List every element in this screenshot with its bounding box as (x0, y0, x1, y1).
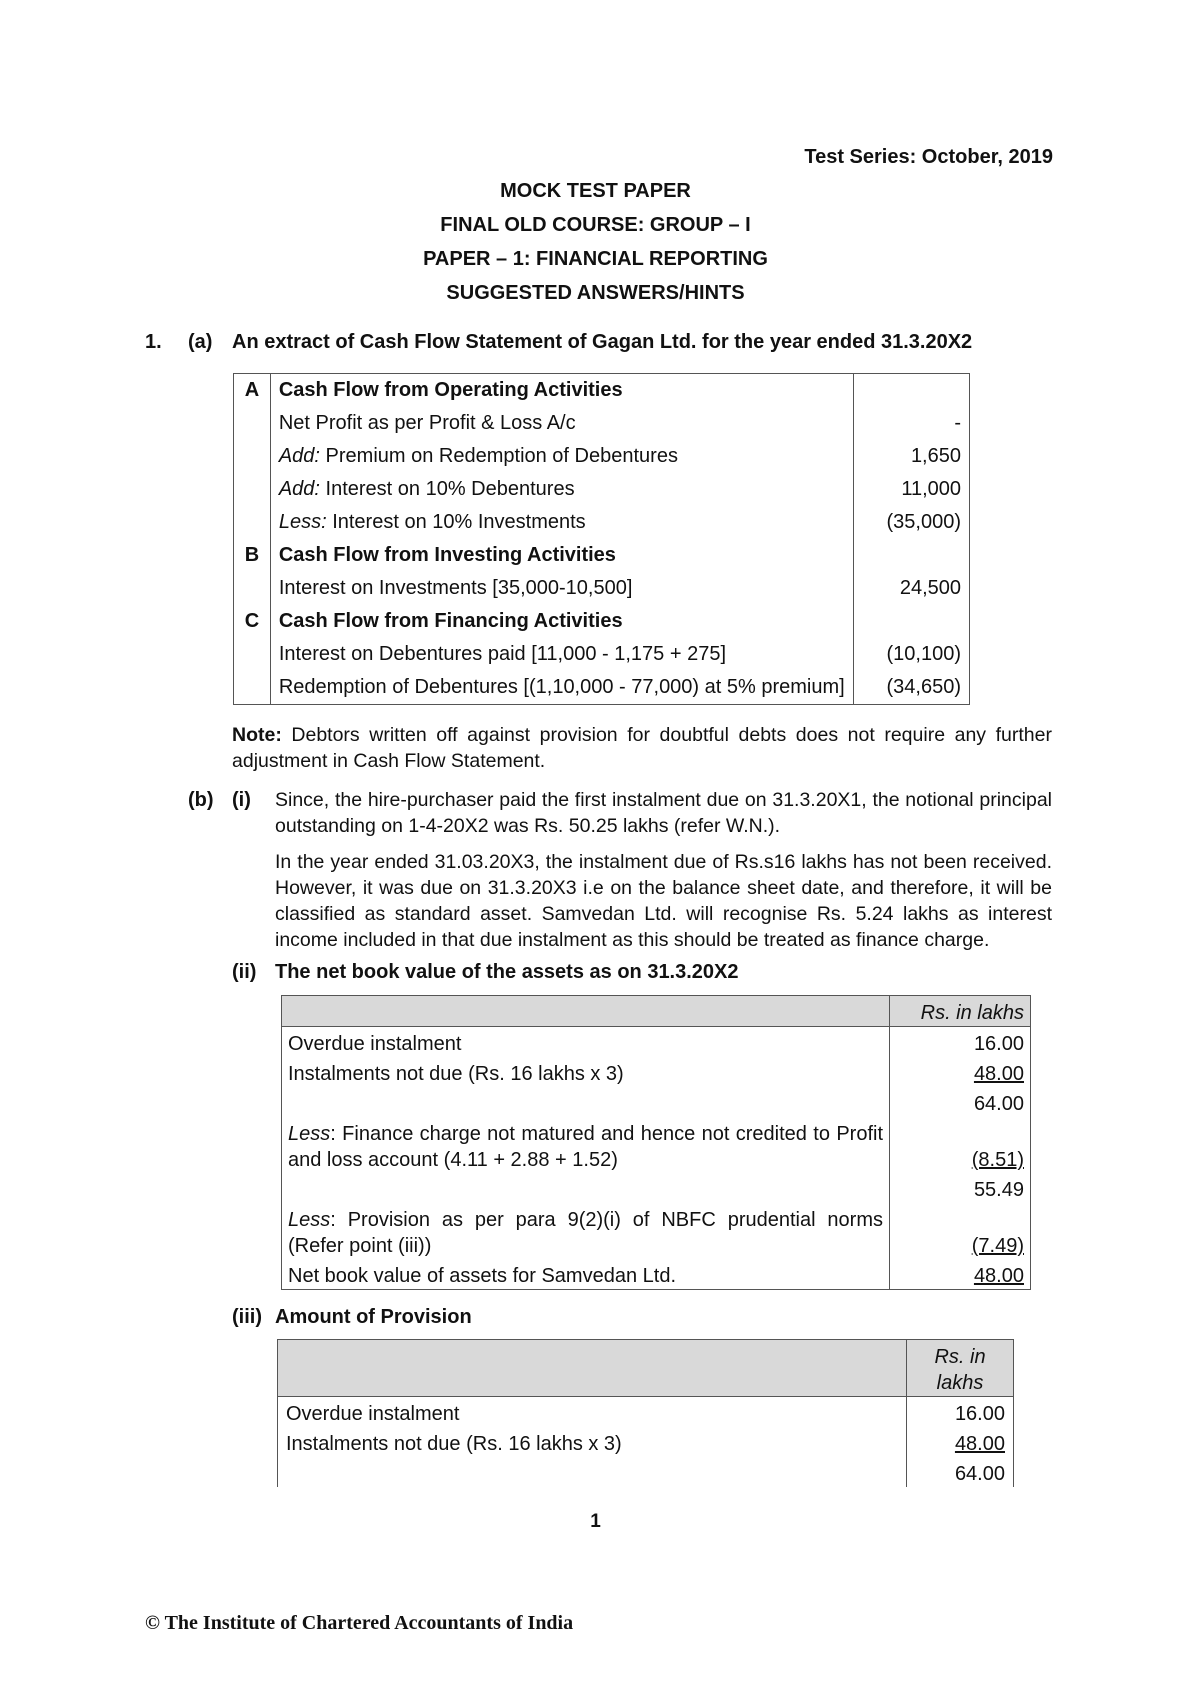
sub-i-paragraph-1: Since, the hire-purchaser paid the first instalment due on 31.3.20X1, the notional principal outstanding on 1-4-20X2 was Rs. 50.25 lakhs (refer W.N.). (275, 789, 1052, 837)
row-description: Redemption of Debentures [(1,10,000 - 77,000) at 5% premium] (270, 671, 853, 705)
cash-flow-table (233, 373, 970, 705)
part-a-label: (a) (188, 331, 213, 353)
row-amount (853, 374, 969, 408)
section-letter (234, 671, 271, 705)
section-letter (234, 506, 271, 539)
table-row: Less: Provision as per para 9(2)(i) of NBFC prudential norms (Refer point (iii)) (7.49) (282, 1203, 1031, 1259)
row-amount: 11,000 (901, 478, 961, 500)
row-amount (853, 605, 969, 638)
provision-table (277, 1339, 1014, 1487)
row-amount: (34,650) (886, 676, 961, 698)
sub-ii-heading: The net book value of the assets as on 31.3.20X2 (275, 961, 739, 983)
row-amount: - (954, 412, 961, 434)
table-row: Overdue instalment 16.00 (282, 1027, 1031, 1058)
table-row: Overdue instalment 16.00 (278, 1397, 1014, 1428)
row-amount (853, 539, 969, 572)
row-description: Interest on Debentures paid [11,000 - 1,175 + 275] (270, 638, 853, 671)
table-row (234, 374, 970, 408)
table-row (234, 605, 970, 638)
row-amount: 1,650 (910, 445, 961, 467)
row-amount: 24,500 (899, 577, 961, 599)
table-row: Less: Finance charge not matured and hence not credited to Profit and loss account (4.11 + 2.88 + 1.52) (8.51) (282, 1117, 1031, 1173)
section-letter (234, 473, 271, 506)
note-label: Note: (232, 724, 282, 746)
unit-label: Rs. in lakhs (890, 996, 1031, 1027)
row-description: Cash Flow from Investing Activities (270, 539, 853, 572)
row-amount: (10,100) (886, 643, 961, 665)
row-description: Interest on Investments [35,000-10,500] (270, 572, 853, 605)
table-row (234, 440, 970, 473)
table-row: 55.49 (282, 1173, 1031, 1203)
row-description: Net Profit as per Profit & Loss A/c (270, 407, 853, 440)
table-row: Instalments not due (Rs. 16 lakhs x 3) 48.00 (278, 1427, 1014, 1457)
section-letter: C (234, 605, 271, 638)
section-letter: A (234, 374, 271, 408)
page-number: 1 (590, 1511, 601, 1532)
table-header-row (278, 1340, 1014, 1397)
sub-iii-label: (iii) (232, 1306, 262, 1328)
table-header-row (282, 996, 1031, 1027)
table-row: 64.00 (278, 1457, 1014, 1487)
table-row (234, 407, 970, 440)
question-number: 1. (145, 331, 162, 353)
table-row: 64.00 (282, 1087, 1031, 1117)
sub-iii-heading: Amount of Provision (275, 1306, 472, 1328)
table-row (234, 671, 970, 705)
table-row (234, 539, 970, 572)
sub-i-label: (i) (232, 789, 251, 811)
copyright-footer: © The Institute of Chartered Accountants of India (145, 1612, 574, 1634)
title-paper: PAPER – 1: FINANCIAL REPORTING (423, 248, 768, 270)
sub-ii-label: (ii) (232, 961, 257, 983)
row-description: Add: Premium on Redemption of Debentures (270, 440, 853, 473)
title-suggested: SUGGESTED ANSWERS/HINTS (446, 282, 745, 304)
test-series-label: Test Series: October, 2019 (804, 146, 1053, 168)
row-description: Cash Flow from Financing Activities (270, 605, 853, 638)
section-letter: B (234, 539, 271, 572)
table-row: Net book value of assets for Samvedan Ltd. 48.00 (282, 1259, 1031, 1290)
table-row (234, 638, 970, 671)
section-letter (234, 638, 271, 671)
sub-i-paragraph-2: In the year ended 31.03.20X3, the instalment due of Rs.s16 lakhs has not been received. However, it was due on 31.3.20X3 i.e on the balance sheet date, and therefore, it will be classified as standard asset. Samvedan Ltd. will recognise Rs. 5.24 lakhs as interest income included in that due instalment as this should be treated as finance charge. (275, 851, 1052, 951)
title-mock-test: MOCK TEST PAPER (500, 180, 691, 202)
table-row (234, 473, 970, 506)
net-book-value-table (281, 995, 1031, 1290)
note-paragraph (232, 722, 1052, 774)
section-letter (234, 440, 271, 473)
table-row (234, 506, 970, 539)
note-text: Debtors written off against provision for doubtful debts does not require any further adjustment in Cash Flow Statement. (232, 724, 1052, 772)
table-row: Instalments not due (Rs. 16 lakhs x 3) 48.00 (282, 1057, 1031, 1087)
row-description: Less: Interest on 10% Investments (270, 506, 853, 539)
section-letter (234, 407, 271, 440)
part-b-label: (b) (188, 789, 214, 811)
unit-label: Rs. in lakhs (907, 1340, 1014, 1397)
title-course: FINAL OLD COURSE: GROUP – I (440, 214, 751, 236)
section-letter (234, 572, 271, 605)
row-description: Cash Flow from Operating Activities (270, 374, 853, 408)
part-a-heading: An extract of Cash Flow Statement of Gagan Ltd. for the year ended 31.3.20X2 (232, 331, 973, 353)
row-amount: (35,000) (886, 511, 961, 533)
table-row (234, 572, 970, 605)
row-description: Add: Interest on 10% Debentures (270, 473, 853, 506)
